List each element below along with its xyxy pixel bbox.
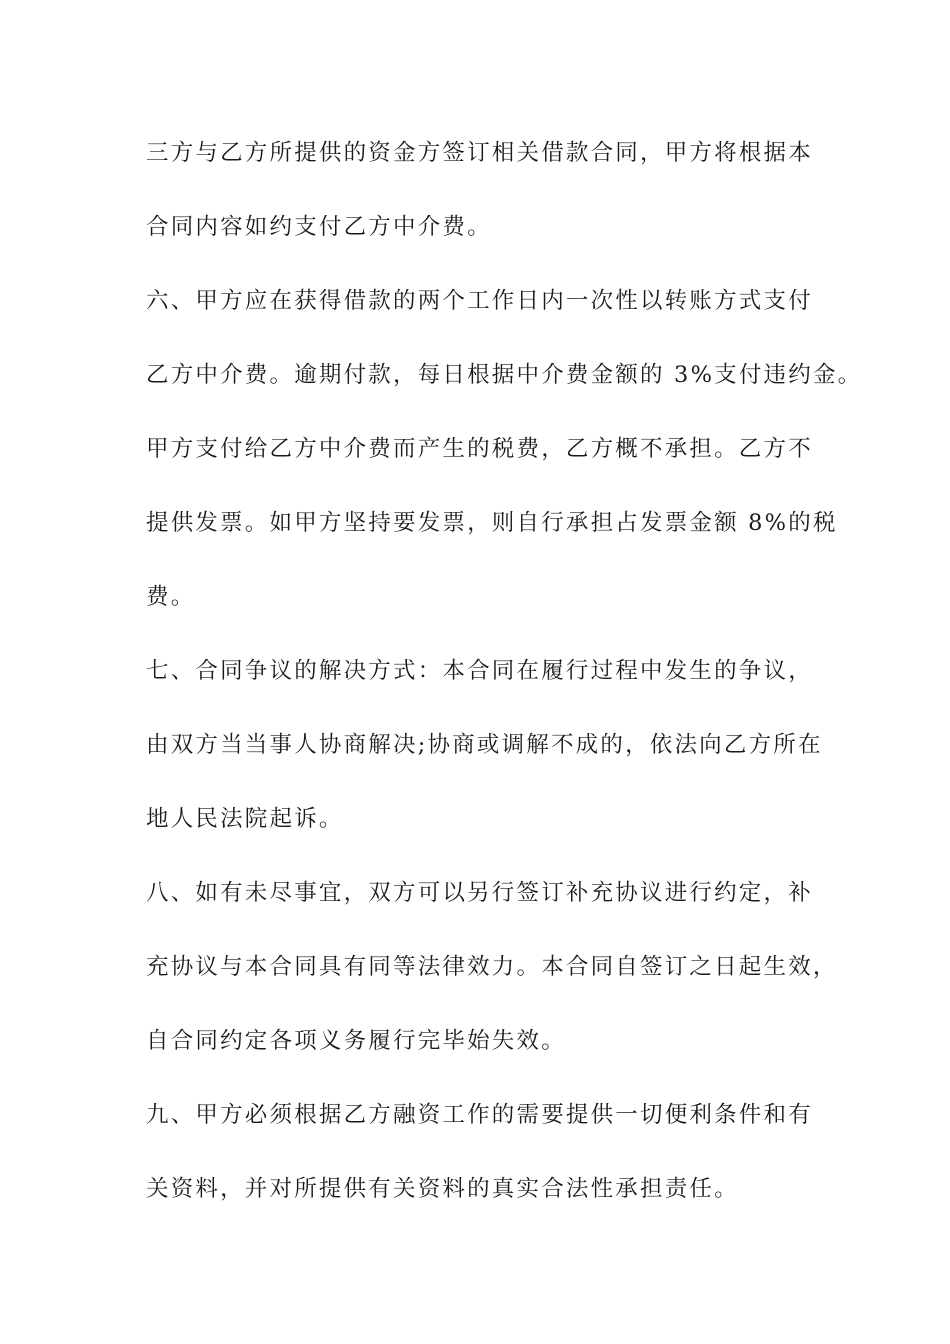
text-line: 费。 [146,584,196,610]
text-line: 合同内容如约支付乙方中介费。 [146,214,492,240]
text-line: 乙方中介费。逾期付款，每日根据中介费金额的 3%支付违约金。 [146,362,863,388]
text-line: 充协议与本合同具有同等法律效力。本合同自签订之日起生效， [146,954,838,980]
clause-6-line: 六、甲方应在获得借款的两个工作日内一次性以转账方式支付 [146,288,813,314]
clause-7-line: 七、合同争议的解决方式：本合同在履行过程中发生的争议， [146,658,813,684]
text-line: 甲方支付给乙方中介费而产生的税费，乙方概不承担。乙方不 [146,436,813,462]
text-line: 地人民法院起诉。 [146,806,344,832]
text-line: 自合同约定各项义务履行完毕始失效。 [146,1028,566,1054]
text-line: 由双方当当事人协商解决;协商或调解不成的，依法向乙方所在 [146,732,823,758]
text-line: 提供发票。如甲方坚持要发票，则自行承担占发票金额 8%的税 [146,510,838,536]
text-line: 三方与乙方所提供的资金方签订相关借款合同，甲方将根据本 [146,140,813,166]
clause-9-line: 九、甲方必须根据乙方融资工作的需要提供一切便利条件和有 [146,1102,813,1128]
contract-text [146,130,863,1240]
text-line: 关资料，并对所提供有关资料的真实合法性承担责任。 [146,1176,739,1202]
clause-8-line: 八、如有未尽事宜，双方可以另行签订补充协议进行约定，补 [146,880,813,906]
